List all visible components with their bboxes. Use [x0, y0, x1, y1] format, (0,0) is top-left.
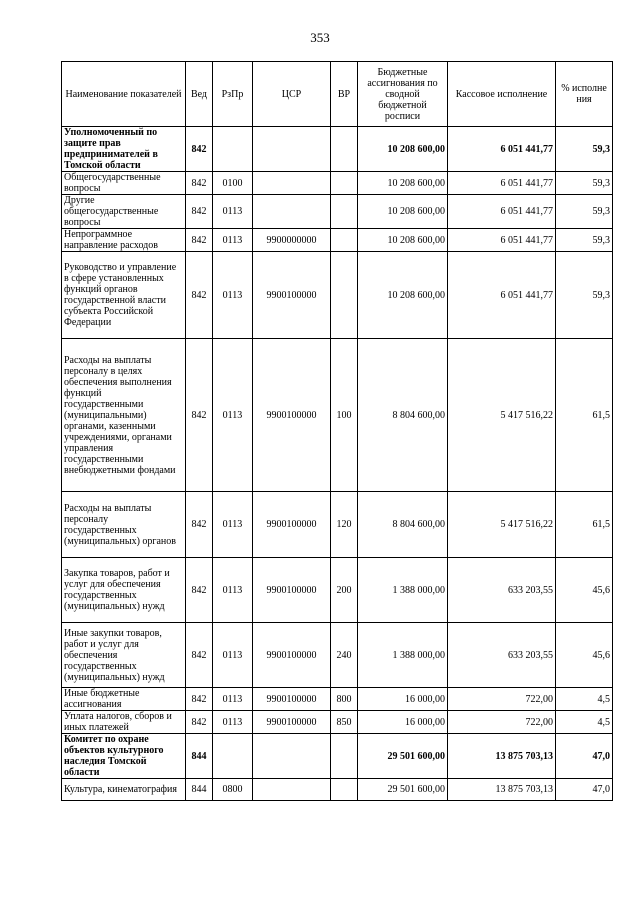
cell-cash: 722,00: [448, 711, 556, 734]
cell-assigned: 29 501 600,00: [358, 779, 448, 801]
cell-cash: 13 875 703,13: [448, 734, 556, 779]
table-row: [62, 734, 613, 779]
cell-vr: 240: [331, 623, 358, 688]
cell-rzpr: [213, 734, 253, 779]
cell-assigned: 29 501 600,00: [358, 734, 448, 779]
cell-pct: 59,3: [556, 127, 613, 172]
cell-rzpr: 0800: [213, 779, 253, 801]
cell-rzpr: 0113: [213, 623, 253, 688]
cell-ved: 842: [186, 195, 213, 229]
cell-name: Другие общегосударственные вопросы: [62, 195, 186, 229]
table-row: [62, 252, 613, 339]
cell-rzpr: 0113: [213, 688, 253, 711]
cell-assigned: 8 804 600,00: [358, 492, 448, 558]
cell-ved: 842: [186, 492, 213, 558]
cell-ved: 844: [186, 734, 213, 779]
cell-cash: 5 417 516,22: [448, 339, 556, 492]
cell-csr: 9900100000: [253, 623, 331, 688]
cell-cash: 633 203,55: [448, 558, 556, 623]
cell-cash: 6 051 441,77: [448, 229, 556, 252]
cell-vr: 120: [331, 492, 358, 558]
cell-name: Иные закупки товаров, работ и услуг для обеспечения государственных (муниципальных) нужд: [62, 623, 186, 688]
cell-pct: 45,6: [556, 558, 613, 623]
cell-vr: 200: [331, 558, 358, 623]
table-row: [62, 558, 613, 623]
cell-pct: 45,6: [556, 623, 613, 688]
cell-name: Общегосударственные вопросы: [62, 172, 186, 195]
header-rzpr: РзПр: [213, 62, 253, 127]
cell-ved: 842: [186, 229, 213, 252]
table-row: [62, 229, 613, 252]
cell-cash: 6 051 441,77: [448, 172, 556, 195]
cell-ved: 844: [186, 779, 213, 801]
cell-rzpr: [213, 127, 253, 172]
table-row: [62, 172, 613, 195]
cell-name: Уплата налогов, сборов и иных платежей: [62, 711, 186, 734]
cell-csr: [253, 734, 331, 779]
cell-name: Комитет по охране объектов культурного наследия Томской области: [62, 734, 186, 779]
header-cash: Кассовое исполнение: [448, 62, 556, 127]
cell-pct: 47,0: [556, 734, 613, 779]
cell-csr: [253, 195, 331, 229]
cell-cash: 6 051 441,77: [448, 195, 556, 229]
cell-csr: 9900100000: [253, 339, 331, 492]
cell-cash: 6 051 441,77: [448, 127, 556, 172]
table-row: [62, 711, 613, 734]
cell-csr: 9900100000: [253, 688, 331, 711]
cell-cash: 633 203,55: [448, 623, 556, 688]
cell-rzpr: 0113: [213, 339, 253, 492]
cell-vr: [331, 779, 358, 801]
cell-vr: [331, 195, 358, 229]
cell-rzpr: 0100: [213, 172, 253, 195]
cell-assigned: 1 388 000,00: [358, 558, 448, 623]
cell-assigned: 10 208 600,00: [358, 172, 448, 195]
cell-rzpr: 0113: [213, 558, 253, 623]
cell-rzpr: 0113: [213, 711, 253, 734]
cell-assigned: 16 000,00: [358, 688, 448, 711]
cell-vr: [331, 252, 358, 339]
cell-csr: [253, 779, 331, 801]
cell-name: Уполномоченный по защите прав предпринимателей в Томской области: [62, 127, 186, 172]
cell-name: Руководство и управление в сфере установленных функций органов государственной власти субъекта Российской Федерации: [62, 252, 186, 339]
cell-cash: 5 417 516,22: [448, 492, 556, 558]
header-pct: % исполне ния: [556, 62, 613, 127]
cell-csr: 9900000000: [253, 229, 331, 252]
cell-ved: 842: [186, 623, 213, 688]
cell-vr: 100: [331, 339, 358, 492]
cell-name: Расходы на выплаты персоналу в целях обеспечения выполнения функций государственными (муниципальными) органами, казенными учреждениями, органами управления государственными внебюджетными фондами: [62, 339, 186, 492]
cell-ved: 842: [186, 711, 213, 734]
table-row: [62, 127, 613, 172]
cell-csr: 9900100000: [253, 492, 331, 558]
table-row: [62, 195, 613, 229]
table-row: [62, 492, 613, 558]
header-assigned: Бюджетные ассигнования по сводной бюджетной росписи: [358, 62, 448, 127]
cell-rzpr: 0113: [213, 195, 253, 229]
cell-pct: 59,3: [556, 252, 613, 339]
cell-csr: [253, 172, 331, 195]
cell-vr: [331, 172, 358, 195]
cell-ved: 842: [186, 688, 213, 711]
cell-name: Закупка товаров, работ и услуг для обеспечения государственных (муниципальных) нужд: [62, 558, 186, 623]
cell-name: Культура, кинематография: [62, 779, 186, 801]
cell-name: Непрограммное направление расходов: [62, 229, 186, 252]
cell-csr: 9900100000: [253, 558, 331, 623]
cell-assigned: 10 208 600,00: [358, 195, 448, 229]
cell-ved: 842: [186, 172, 213, 195]
cell-vr: [331, 127, 358, 172]
cell-pct: 4,5: [556, 688, 613, 711]
cell-ved: 842: [186, 127, 213, 172]
cell-pct: 47,0: [556, 779, 613, 801]
table-row: [62, 623, 613, 688]
table-row: [62, 688, 613, 711]
table-row: [62, 339, 613, 492]
cell-assigned: 16 000,00: [358, 711, 448, 734]
cell-vr: 850: [331, 711, 358, 734]
cell-name: Иные бюджетные ассигнования: [62, 688, 186, 711]
page-number: 353: [310, 30, 330, 45]
cell-pct: 59,3: [556, 195, 613, 229]
cell-csr: 9900100000: [253, 252, 331, 339]
cell-assigned: 10 208 600,00: [358, 252, 448, 339]
cell-pct: 59,3: [556, 229, 613, 252]
cell-vr: 800: [331, 688, 358, 711]
cell-csr: [253, 127, 331, 172]
header-row: [62, 62, 613, 127]
header-ved: Вед: [186, 62, 213, 127]
cell-assigned: 10 208 600,00: [358, 127, 448, 172]
cell-cash: 722,00: [448, 688, 556, 711]
cell-ved: 842: [186, 252, 213, 339]
header-vr: ВР: [331, 62, 358, 127]
cell-vr: [331, 229, 358, 252]
cell-cash: 6 051 441,77: [448, 252, 556, 339]
cell-pct: 4,5: [556, 711, 613, 734]
cell-assigned: 10 208 600,00: [358, 229, 448, 252]
cell-assigned: 8 804 600,00: [358, 339, 448, 492]
cell-cash: 13 875 703,13: [448, 779, 556, 801]
cell-ved: 842: [186, 339, 213, 492]
table-row: [62, 779, 613, 801]
cell-pct: 59,3: [556, 172, 613, 195]
cell-rzpr: 0113: [213, 252, 253, 339]
cell-csr: 9900100000: [253, 711, 331, 734]
cell-rzpr: 0113: [213, 229, 253, 252]
cell-name: Расходы на выплаты персоналу государственных (муниципальных) органов: [62, 492, 186, 558]
cell-vr: [331, 734, 358, 779]
budget-execution-table: [61, 61, 613, 801]
header-name: Наименование показателей: [62, 62, 186, 127]
cell-rzpr: 0113: [213, 492, 253, 558]
cell-assigned: 1 388 000,00: [358, 623, 448, 688]
header-csr: ЦСР: [253, 62, 331, 127]
cell-pct: 61,5: [556, 492, 613, 558]
cell-pct: 61,5: [556, 339, 613, 492]
cell-ved: 842: [186, 558, 213, 623]
